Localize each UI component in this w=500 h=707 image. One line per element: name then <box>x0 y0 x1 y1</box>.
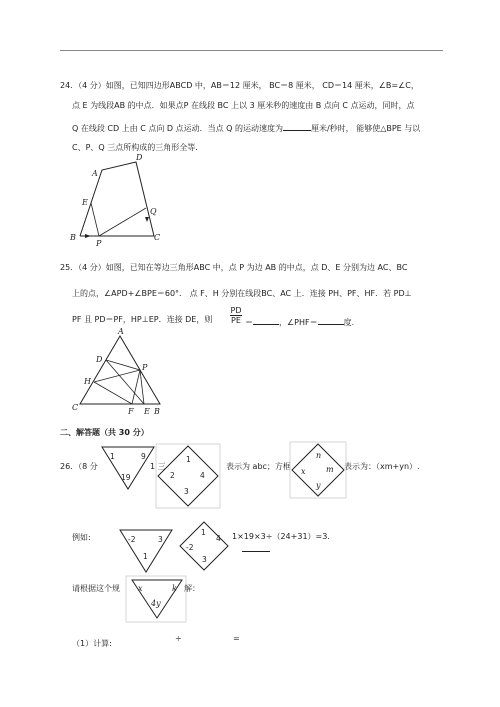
q26-example-equation: 1×19×3÷（24+31）=3． <box>232 532 336 541</box>
q26-tri-ex-n1: -2 <box>128 535 136 544</box>
q25-equals: ＝ <box>245 318 253 327</box>
q24-label-Q: Q <box>150 207 157 216</box>
q26-tri-rule-n2: k <box>172 584 177 593</box>
q26-dia-ex-n3: -2 <box>186 543 194 552</box>
q26-dia-var-m: m <box>326 465 334 474</box>
q25-answer-blank-1[interactable] <box>253 315 279 325</box>
q24-label-P: P <box>96 239 102 248</box>
q26-diamond-var <box>290 442 346 498</box>
q26-dia-var-x: x <box>301 467 306 476</box>
q24-line-4: C、P、Q 三点所构成的三角形全等. <box>72 143 198 152</box>
q26-dia-var-n: n <box>316 451 322 460</box>
q26-triangle-top <box>98 443 158 493</box>
q26-dia-top-n3: 3 <box>184 487 189 496</box>
section-heading: 二、解答题（共 30 分） <box>60 428 149 437</box>
q25-fraction-denominator: PE <box>231 316 241 325</box>
q26-dia-top-n2: 2 <box>170 471 175 480</box>
q26-tri-top-n2: 9 <box>141 452 146 461</box>
q26-line-1-end: 表示为：（xm+yn）. <box>344 462 420 471</box>
q26-example-label: 例如: <box>72 533 91 542</box>
q26-dia-ex-n2: 4 <box>216 534 221 543</box>
q26-dia-top-n4: 4 <box>200 471 205 480</box>
q26-tri-rule-n3: 4y <box>151 599 161 608</box>
q26-tri-ex-n3: 1 <box>143 552 148 561</box>
q26-tri-ex-n2: 3 <box>158 535 163 544</box>
q26-triangle-rule <box>126 576 186 622</box>
q25-segment-HF <box>94 382 132 404</box>
q25-label-F: F <box>128 407 134 416</box>
q26-diamond-top <box>156 444 220 508</box>
q25-label-H: H <box>84 377 91 386</box>
q24-label-E: E <box>82 198 88 207</box>
header-rule <box>60 50 443 51</box>
q24-line-3-text: Q 在线段 CD 上由 C 点向 D 点运动．当点 Q 的运动速度为 <box>72 124 283 133</box>
q24-line-3-tail: 厘米/秒时， 能够使△BPE 与以 <box>310 124 421 133</box>
q25-line-3-end <box>245 315 354 328</box>
q25-line-3-text: PF 且 PD＝PF，HP⊥EP．连接 DE，则 <box>72 315 213 324</box>
q25-label-A: A <box>118 327 124 336</box>
q26-calc-equals: = <box>233 634 240 643</box>
q26-tri-rule-n1: x <box>138 584 143 593</box>
q26-example-underline <box>242 551 270 552</box>
q26-dia-var-y: y <box>316 481 321 490</box>
q26-dia-ex-n1: 1 <box>201 528 206 537</box>
q26-tri-top-n3: 19 <box>121 473 131 482</box>
q26-triangle-example <box>118 526 174 574</box>
q24-arrow-B <box>85 234 91 238</box>
q26-dia-ex-n4: 3 <box>202 555 207 564</box>
q25-segment-PH <box>94 370 140 382</box>
q24-segment-PQ <box>99 208 146 236</box>
q25-figure <box>72 327 174 420</box>
q24-arrow-Q <box>145 217 149 222</box>
q26-dia-top-n1: 1 <box>186 455 191 464</box>
q24-line-2: 点 E 为线段AB 的中点．如果点P 在线段 BC 上以 3 厘米秒的速度由 B 点向 C 点运动，同时，点 <box>72 101 415 110</box>
q25-label-E: E <box>144 407 150 416</box>
q25-label-B: B <box>154 407 160 416</box>
q24-figure <box>66 153 166 250</box>
q26-tri-top-n1: 1 <box>110 452 115 461</box>
q24-label-A: A <box>92 169 98 178</box>
q25-degree-text: 度. <box>343 318 355 327</box>
q24-line-3 <box>72 121 420 134</box>
q25-line-3 <box>72 315 212 325</box>
q26-line-1-mid: 1 三 <box>150 462 166 471</box>
q25-angle-text: ，∠PHF＝ <box>279 318 318 327</box>
q25-label-D: D <box>96 355 103 364</box>
q24-answer-blank[interactable] <box>283 121 311 131</box>
q26-calc-label: （1）计算: <box>72 639 112 648</box>
q25-triangle-ABC <box>80 336 160 404</box>
q25-line-2: 上的点，∠APD+∠BPE＝60°． 点 F、H 分别在线段BC、AC 上．连接 PH、PF、HF．若 PD⊥ <box>72 289 412 298</box>
q26-diamond-example <box>178 520 230 572</box>
q26-line-1-start: 26．（8 分 <box>60 462 98 471</box>
q24-line-1: 24．（4 分）如图，已知四边形ABCD 中，AB＝12 厘米， BC＝8 厘米， CD＝14 厘米，∠B=∠C， <box>60 81 419 90</box>
q24-segment-EP <box>91 203 99 236</box>
q25-fraction <box>229 306 243 325</box>
q25-label-C: C <box>72 403 79 412</box>
q26-rule-text-tail: 解： <box>184 584 200 593</box>
q25-label-P: P <box>142 363 148 372</box>
q25-line-1: 25．（4 分）如图，已知在等边三角形ABC 中，点 P 为边 AB 的中点，点 D、E 分别为边 AC、BC <box>60 263 408 272</box>
q26-rule-text: 请根据这个规 <box>72 584 120 593</box>
q24-label-C: C <box>154 233 161 242</box>
q25-answer-blank-2[interactable] <box>318 315 344 325</box>
q26-line-1-square: 表示为 abc；方框 <box>226 462 291 471</box>
q25-fraction-numerator: PD <box>230 306 242 315</box>
q24-label-D: D <box>136 153 143 162</box>
q26-calc-divide: ÷ <box>175 634 182 643</box>
q25-segment-PF <box>132 370 140 404</box>
q24-label-B: B <box>70 233 76 242</box>
